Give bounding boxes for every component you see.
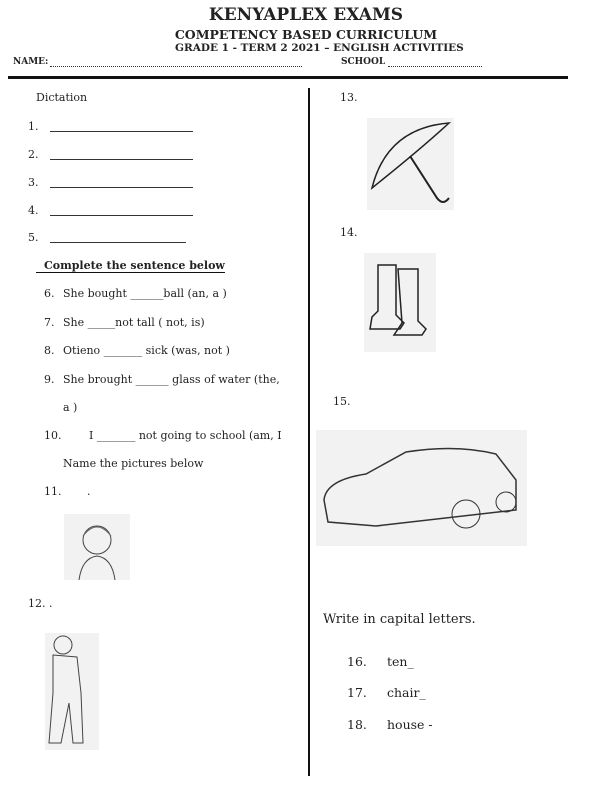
- question-13: 13.: [340, 91, 358, 104]
- sentence-text: She _____not tall ( not, is): [63, 316, 205, 329]
- dictation-num: 1.: [28, 120, 39, 133]
- capital-num: 18.: [347, 717, 367, 732]
- sentence-num: 9.: [44, 373, 55, 386]
- dictation-line[interactable]: [50, 187, 193, 188]
- dictation-line[interactable]: [50, 242, 186, 243]
- boots-picture: [364, 253, 436, 352]
- dictation-num: 2.: [28, 148, 39, 161]
- boy-picture: [45, 633, 99, 750]
- question-11: 11.: [44, 485, 62, 498]
- dictation-num: 5.: [28, 231, 39, 244]
- sentence-text: She bought ______ball (an, a ): [63, 287, 227, 300]
- name-label: NAME:: [13, 57, 49, 67]
- question-15: 15.: [333, 395, 351, 408]
- grade-line: GRADE 1 - TERM 2 2021 – ENGLISH ACTIVITIES: [175, 42, 464, 54]
- exam-title: KENYAPLEX EXAMS: [208, 5, 404, 25]
- dictation-title: Dictation: [36, 91, 88, 104]
- question-14: 14.: [340, 226, 358, 239]
- car-picture: [316, 430, 527, 546]
- question-11-dot: .: [87, 485, 91, 498]
- question-12: 12. .: [28, 597, 53, 610]
- capital-word: chair_: [387, 685, 426, 700]
- sentence-text: She brought ______ glass of water (the,: [63, 373, 280, 386]
- girl-picture: [64, 514, 130, 580]
- dictation-num: 3.: [28, 176, 39, 189]
- name-field[interactable]: [50, 66, 302, 67]
- sentence-num: 10.: [44, 429, 62, 442]
- school-label: SCHOOL: [341, 57, 386, 67]
- dictation-num: 4.: [28, 204, 39, 217]
- exam-subtitle: COMPETENCY BASED CURRICULUM: [174, 27, 438, 42]
- capital-word: house -: [387, 717, 433, 732]
- capital-num: 16.: [347, 654, 367, 669]
- header-rule: [8, 76, 568, 79]
- sentence-num: 8.: [44, 344, 55, 357]
- capital-letters-heading: Write in capital letters.: [323, 612, 476, 627]
- sentence-text: I _______ not going to school (am, I: [89, 429, 282, 442]
- umbrella-picture: [367, 118, 454, 210]
- complete-heading: Complete the sentence below: [36, 259, 225, 273]
- capital-num: 17.: [347, 685, 367, 700]
- sentence-num: 7.: [44, 316, 55, 329]
- dictation-line[interactable]: [50, 159, 193, 160]
- capital-word: ten_: [387, 654, 414, 669]
- sentence-text: Otieno _______ sick (was, not ): [63, 344, 230, 357]
- dictation-line[interactable]: [50, 215, 193, 216]
- sentence-text: a ): [63, 401, 78, 414]
- column-divider: [308, 88, 310, 776]
- sentence-num: 6.: [44, 287, 55, 300]
- dictation-line[interactable]: [50, 131, 193, 132]
- name-pictures-heading: Name the pictures below: [63, 457, 204, 470]
- school-field[interactable]: [388, 66, 482, 67]
